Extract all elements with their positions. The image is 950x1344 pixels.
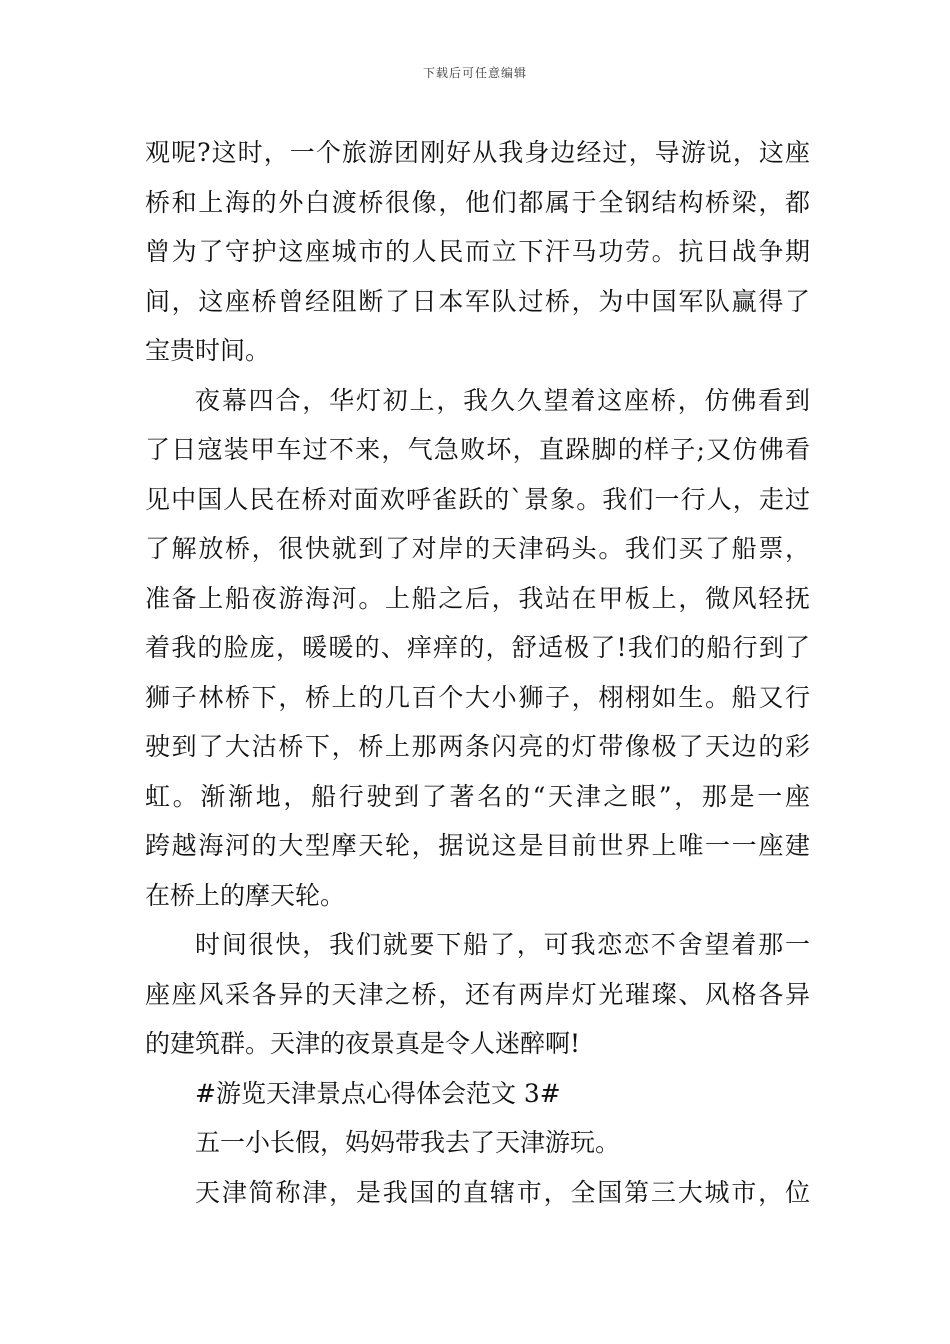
text-line: 夜幕四合，华灯初上，我久久望着这座桥，仿佛看到	[195, 385, 810, 415]
text-line: 间，这座桥曾经阻断了日本军队过桥，为中国军队赢得了	[145, 286, 810, 316]
page-header: 下载后可任意编辑	[422, 66, 527, 80]
text-line: 宝贵时间。	[145, 336, 271, 365]
text-line: 虹。渐渐地，船行驶到了著名的“天津之眼”，那是一座	[145, 781, 810, 811]
text-line: 观呢?这时，一个旅游团刚好从我身边经过，导游说，这座	[145, 138, 810, 167]
document-body	[145, 128, 810, 1217]
text-line: 驶到了大沽桥下，桥上那两条闪亮的灯带像极了天边的彩	[145, 732, 810, 761]
text-line: 狮子林桥下，桥上的几百个大小狮子，栩栩如生。船又行	[145, 682, 810, 712]
text-line: 桥和上海的外白渡桥很像，他们都属于全钢结构桥梁，都	[145, 187, 810, 217]
text-line: 着我的脸庞，暖暖的、痒痒的，舒适极了!我们的船行到了	[145, 633, 810, 662]
text-line: 了日寇装甲车过不来，气急败坏，直跺脚的样子;又仿佛看	[145, 435, 810, 464]
section-heading: #游览天津景点心得体会范文 3#	[195, 1078, 561, 1108]
text-line: 曾为了守护这座城市的人民而立下汗马功劳。抗日战争期	[145, 237, 810, 266]
text-line: 跨越海河的大型摩天轮，据说这是目前世界上唯一一座建	[145, 831, 810, 860]
text-line: 准备上船夜游海河。上船之后，我站在甲板上，微风轻抚	[145, 583, 810, 613]
text-line: 了解放桥，很快就到了对岸的天津码头。我们买了船票，	[145, 534, 810, 563]
text-line: 五一小长假，妈妈带我去了天津游玩。	[195, 1128, 621, 1157]
text-line: 在桥上的摩天轮。	[145, 880, 346, 910]
text-line: 时间很快，我们就要下船了，可我恋恋不舍望着那一	[195, 930, 810, 959]
text-line: 见中国人民在桥对面欢呼雀跃的`景象。我们一行人，走过	[145, 484, 810, 514]
text-line: 座座风采各异的天津之桥，还有两岸灯光璀璨、风格各异	[145, 979, 810, 1009]
text-line: 天津简称津，是我国的直辖市，全国第三大城市，位	[195, 1177, 810, 1207]
text-line: 的建筑群。天津的夜景真是令人迷醉啊!	[145, 1029, 581, 1058]
